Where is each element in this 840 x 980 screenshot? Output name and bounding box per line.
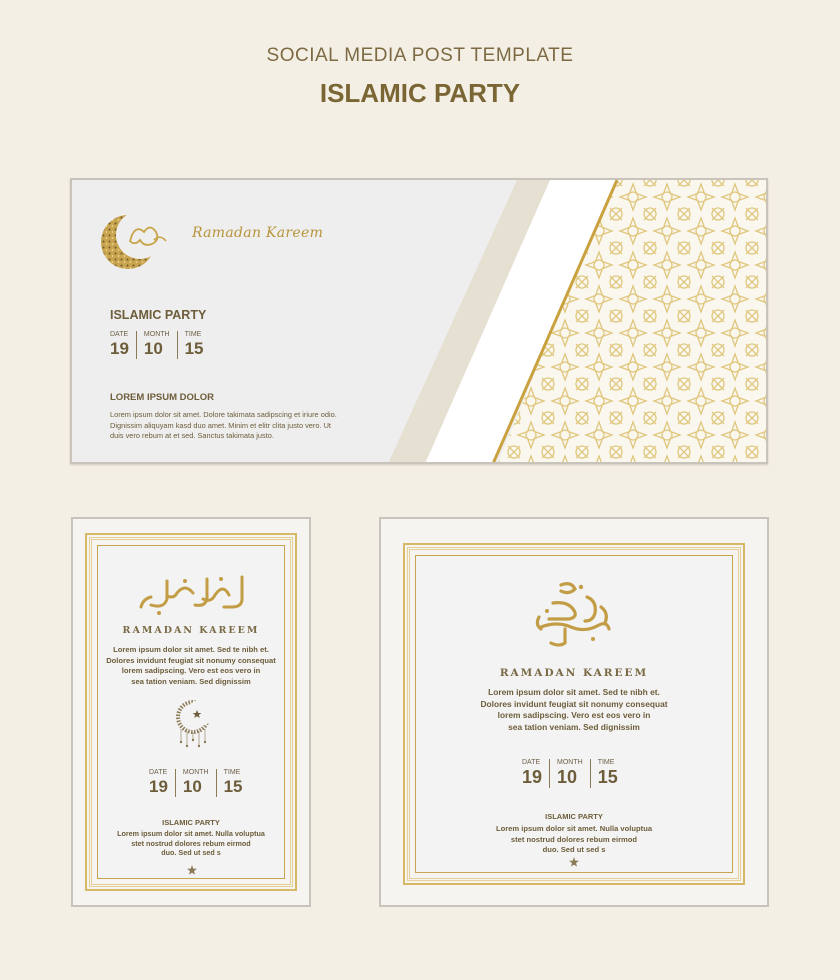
- square-date-block: DATE 19 MONTH 10 TIME 15: [522, 759, 625, 788]
- banner-subheading: LOREM IPSUM DOLOR: [110, 392, 214, 403]
- arabic-calligraphy-icon: [137, 567, 249, 617]
- banner-post: [70, 178, 768, 464]
- time-label: TIME: [184, 331, 202, 338]
- portrait-footer-text: Lorem ipsum dolor sit amet. Nulla voluptua stet nostrud dolores rebum eirmod duo. Sed ut sed s: [117, 829, 265, 857]
- portrait-heading: RAMADAN KAREEM: [122, 625, 260, 636]
- banner-date-block: [110, 331, 211, 359]
- square-heading: RAMADAN KAREEM: [499, 667, 649, 679]
- header-subtitle: SOCIAL MEDIA POST TEMPLATE: [266, 45, 574, 66]
- crescent-moon-icon: [101, 211, 166, 269]
- star-icon: [187, 865, 197, 875]
- date-value: 19: [110, 339, 129, 358]
- time-value: 15: [184, 339, 204, 358]
- banner-body-text: Lorem ipsum dolor sit amet. Dolore takimata sadipscing et iriure odio. Dignissim aliquyam kasd duo amet. Minim et elitr clita justo vero. Ut duis vero rebum at et sed. Sanctus takimata justo.: [110, 410, 337, 440]
- square-footer-text: Lorem ipsum dolor sit amet. Nulla voluptua stet nostrud dolores rebum eirmod duo. Sed ut sed s: [495, 824, 653, 854]
- square-post: [379, 517, 769, 907]
- portrait-body-text: Lorem ipsum dolor sit amet. Sed te nibh et. Dolores invidunt feugiat sit nonumy consequat lorem sadipscing. Vero est eos vero in sea tation veniam. Sed dignissim: [106, 645, 276, 686]
- crescent-moon-icon: [173, 699, 213, 751]
- square-body-text: Lorem ipsum dolor sit amet. Sed te nibh et. Dolores invidunt feugiat sit nonumy consequat lorem sadipscing. Vero est eos vero in sea tation veniam. Sed dignissim: [480, 687, 668, 732]
- banner-script-text: Ramadan Kareem: [192, 225, 324, 241]
- portrait-post: [71, 517, 311, 907]
- banner-title: ISLAMIC PARTY: [110, 308, 207, 322]
- arabic-calligraphy-icon: [531, 577, 617, 649]
- month-value: 10: [143, 339, 163, 358]
- star-icon: [569, 857, 579, 867]
- month-label: MONTH: [143, 331, 170, 338]
- portrait-title: ISLAMIC PARTY: [162, 818, 220, 827]
- square-title: ISLAMIC PARTY: [545, 812, 603, 821]
- portrait-date-block: DATE 19 MONTH 10 TIME 15: [149, 769, 250, 797]
- header-title: ISLAMIC PARTY: [319, 78, 521, 108]
- date-label: DATE: [110, 331, 129, 338]
